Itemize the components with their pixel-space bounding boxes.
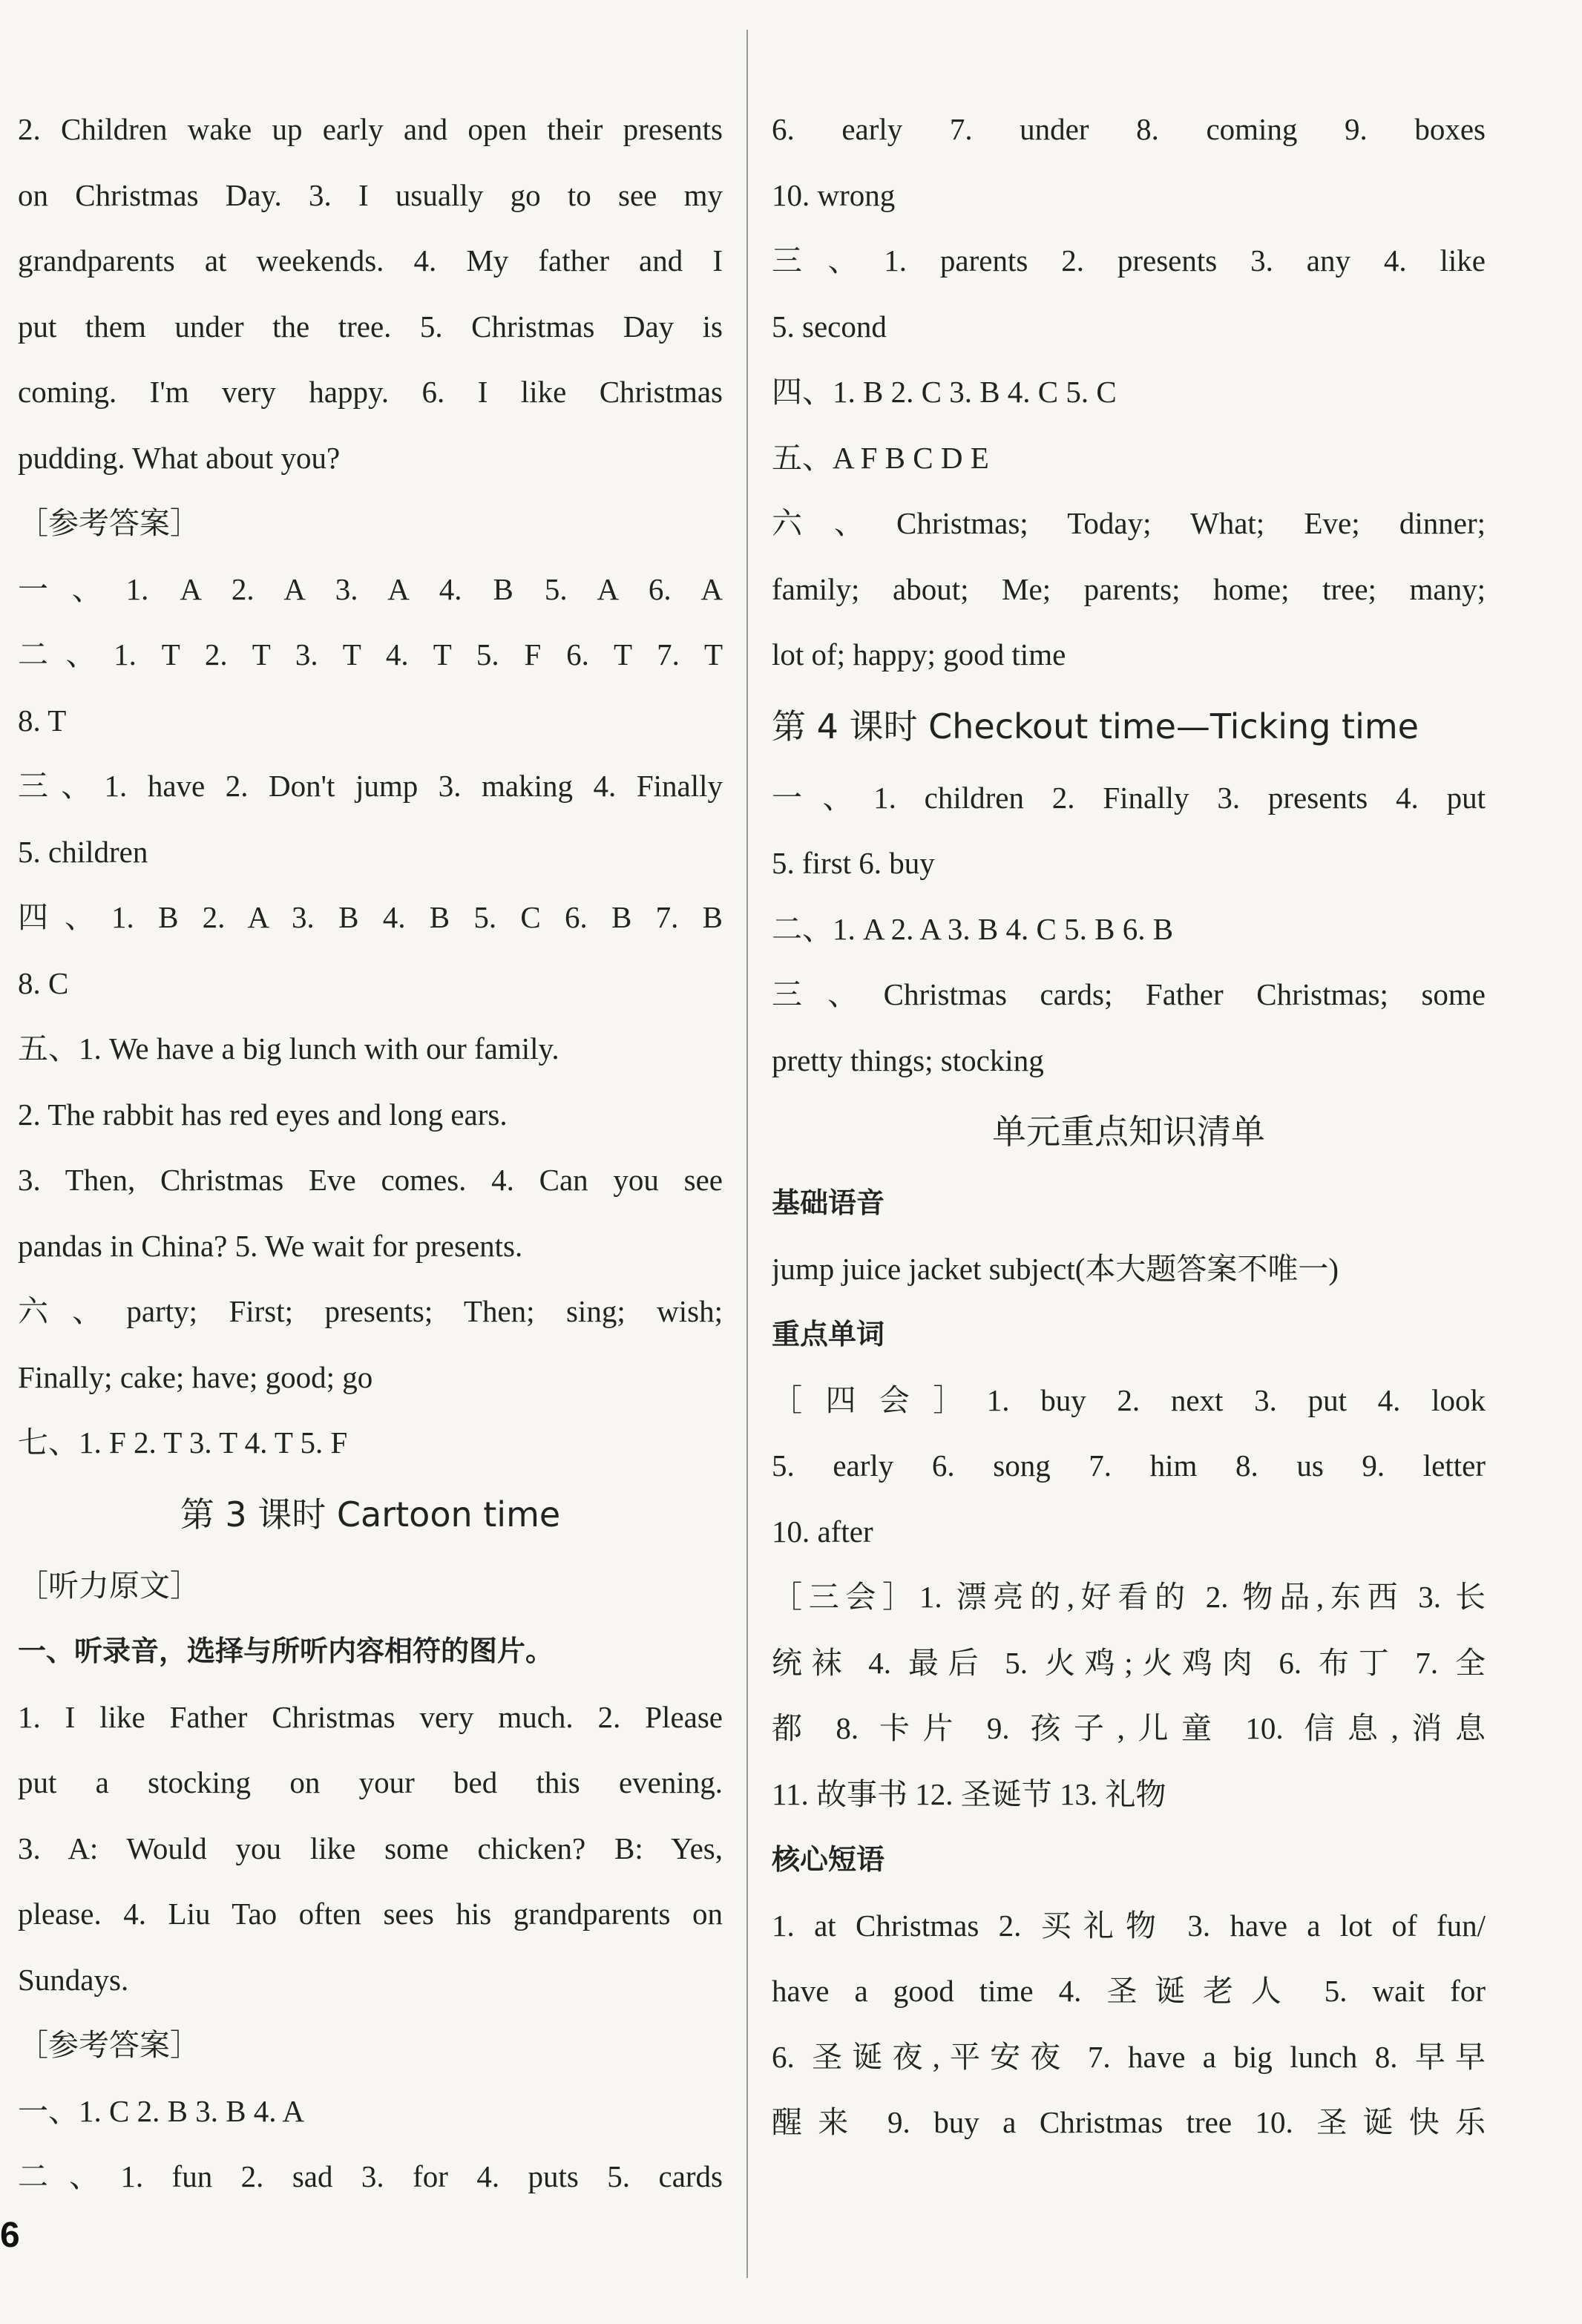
section-heading: 单元重点知识清单 xyxy=(992,1112,1265,1152)
text-line: pandas in China? 5. We wait for presents. xyxy=(18,1228,523,1263)
text-line: on Christmas Day. 3. I usually go to see my xyxy=(18,177,723,212)
text-line: 3. Then, Christmas Eve comes. 4. Can you see xyxy=(18,1163,723,1197)
text-line: 四、1. B 2. C 3. B 4. C 5. C xyxy=(772,375,1117,409)
text-line: 六、Christmas; Today; What; Eve; dinner; xyxy=(772,506,1486,540)
subsection-title: 核心短语 xyxy=(772,1843,885,1876)
text-line: pudding. What about you? xyxy=(18,440,341,475)
text-line: Sundays. xyxy=(18,1962,129,1997)
text-line: lot of; happy; good time xyxy=(772,637,1066,672)
text-line: put them under the tree. 5. Christmas Day is xyxy=(18,309,723,344)
text-line: grandparents at weekends. 4. My father and I xyxy=(18,243,723,278)
text-line: pretty things; stocking xyxy=(772,1043,1044,1077)
text-line: 6. early 7. under 8. coming 9. boxes xyxy=(772,112,1486,146)
text-line: 醒来 9. buy a Christmas tree 10. 圣诞快乐 xyxy=(772,2105,1486,2139)
text-line: 11. 故事书 12. 圣诞节 13. 礼物 xyxy=(772,1776,1166,1811)
text-line: 二、1. fun 2. sad 3. for 4. puts 5. cards xyxy=(18,2159,723,2193)
right-column xyxy=(772,96,1486,2156)
page-number: 6 xyxy=(0,2216,20,2255)
text-line: 5. second xyxy=(772,309,887,344)
text-line: 5. first 6. buy xyxy=(772,846,935,880)
text-line: 统袜 4. 最后 5. 火鸡;火鸡肉 6. 布丁 7. 全 xyxy=(772,1645,1486,1680)
text-line: please. 4. Liu Tao often sees his grandparents on xyxy=(18,1897,723,1931)
subsection-title: 一、听录音，选择与所听内容相符的图片。 xyxy=(18,1635,554,1667)
text-line: ［四会］1. buy 2. next 3. put 4. look xyxy=(772,1382,1486,1417)
text-line: 8. T xyxy=(18,703,67,738)
text-line: 一、1. C 2. B 3. B 4. A xyxy=(18,2093,305,2128)
text-line: 一、1. children 2. Finally 3. presents 4. put xyxy=(772,780,1486,815)
text-line: 都 8. 卡片 9. 孩子,儿童 10. 信息,消息 xyxy=(772,1711,1486,1745)
text-line: 2. The rabbit has red eyes and long ears. xyxy=(18,1097,508,1132)
text-line: have a good time 4. 圣诞老人 5. wait for xyxy=(772,1974,1486,2008)
text-line: 七、1. F 2. T 3. T 4. T 5. F xyxy=(18,1425,348,1460)
column-divider xyxy=(746,30,748,2278)
text-line: coming. I'm very happy. 6. I like Christmas xyxy=(18,375,723,409)
text-line: 五、A F B C D E xyxy=(772,440,989,475)
text-line: 1. I like Father Christmas very much. 2. Please xyxy=(18,1699,723,1734)
text-line: put a stocking on your bed this evening. xyxy=(18,1765,723,1799)
text-line: 6. 圣诞夜,平安夜 7. have a big lunch 8. 早早 xyxy=(772,2039,1486,2074)
text-line: 三、1. parents 2. presents 3. any 4. like xyxy=(772,243,1486,278)
text-line: ［参考答案］ xyxy=(18,2028,200,2062)
text-line: 六、party; First; presents; Then; sing; wish; xyxy=(18,1294,723,1328)
text-line: 2. Children wake up early and open their presents xyxy=(18,112,723,146)
text-line: ［参考答案］ xyxy=(18,506,200,540)
text-line: 三、Christmas cards; Father Christmas; some xyxy=(772,977,1486,1011)
text-line: ［三会］1. 漂亮的,好看的 2. 物品,东西 3. 长 xyxy=(772,1580,1486,1614)
subsection-title: 基础语音 xyxy=(772,1186,885,1219)
text-line: 1. at Christmas 2. 买礼物 3. have a lot of fun/ xyxy=(772,1908,1486,1943)
text-line: 10. wrong xyxy=(772,177,896,212)
text-line: 二、1. A 2. A 3. B 4. C 5. B 6. B xyxy=(772,911,1174,946)
text-line: 5. early 6. song 7. him 8. us 9. letter xyxy=(772,1448,1486,1483)
text-line: 四、1. B 2. A 3. B 4. B 5. C 6. B 7. B xyxy=(18,900,723,934)
text-line: Finally; cake; have; good; go xyxy=(18,1359,373,1394)
section-heading: 第 4 课时 Checkout time—Ticking time xyxy=(772,706,1419,746)
subsection-title: 重点单词 xyxy=(772,1318,885,1350)
text-line: 8. C xyxy=(18,965,69,1000)
section-heading: 第 3 课时 Cartoon time xyxy=(180,1494,561,1534)
text-line: 5. children xyxy=(18,834,148,869)
text-line: 二、1. T 2. T 3. T 4. T 5. F 6. T 7. T xyxy=(18,637,723,672)
text-line: 五、1. We have a big lunch with our family. xyxy=(18,1031,559,1066)
text-line: 一、1. A 2. A 3. A 4. B 5. A 6. A xyxy=(18,571,723,606)
text-line: 10. after xyxy=(772,1514,873,1549)
text-line: family; about; Me; parents; home; tree; many; xyxy=(772,571,1486,606)
text-line: 3. A: Would you like some chicken? B: Yes, xyxy=(18,1831,723,1865)
text-line: jump juice jacket subject(本大题答案不唯一) xyxy=(772,1251,1339,1286)
text-line: ［听力原文］ xyxy=(18,1568,200,1603)
left-column xyxy=(18,96,723,2210)
text-line: 三、1. have 2. Don't jump 3. making 4. Finally xyxy=(18,769,723,803)
